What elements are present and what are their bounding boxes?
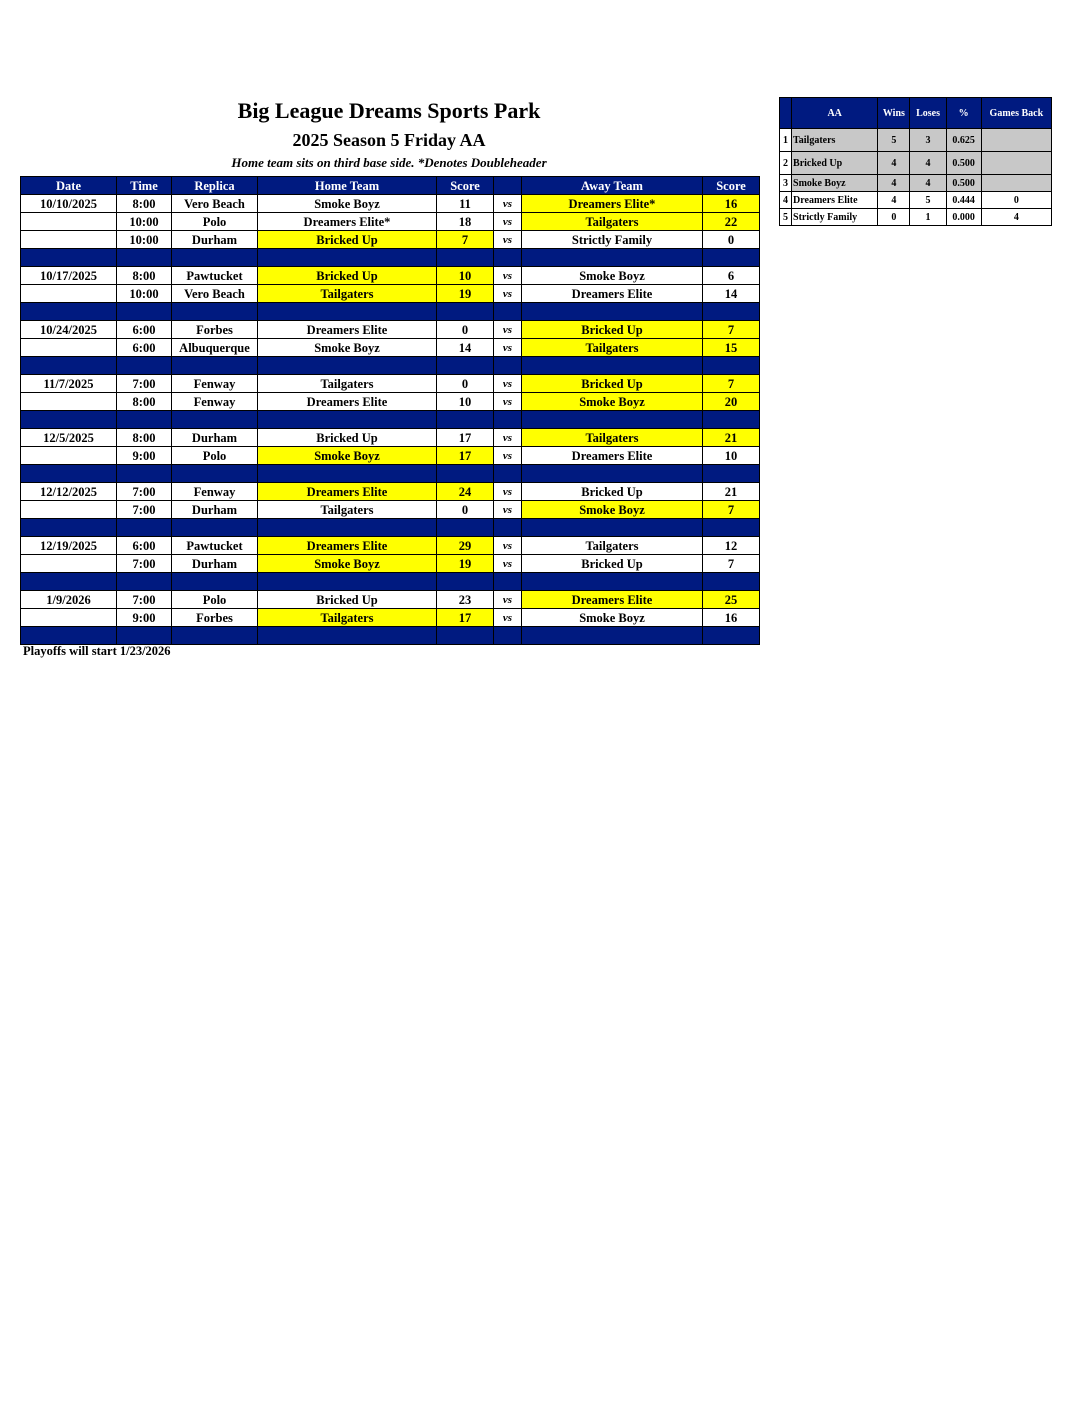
vs-label: vs	[494, 555, 522, 573]
separator-cell	[494, 249, 522, 267]
separator-cell	[494, 627, 522, 645]
separator-cell	[437, 357, 494, 375]
standings-games-back: 4	[981, 209, 1051, 226]
home-team: Smoke Boyz	[258, 555, 437, 573]
game-row	[21, 555, 760, 573]
away-team: Tailgaters	[522, 213, 703, 231]
separator-cell	[494, 357, 522, 375]
page-subtitle: 2025 Season 5 Friday AA	[292, 130, 486, 150]
game-row	[21, 393, 760, 411]
standings-col-rank	[780, 98, 792, 129]
game-date: 10/10/2025	[21, 195, 117, 213]
away-team: Smoke Boyz	[522, 393, 703, 411]
separator-cell	[117, 465, 172, 483]
separator-cell	[21, 303, 117, 321]
home-team: Dreamers Elite	[258, 321, 437, 339]
away-score: 25	[703, 591, 760, 609]
game-time: 8:00	[117, 267, 172, 285]
away-team: Dreamers Elite	[522, 591, 703, 609]
vs-label: vs	[494, 483, 522, 501]
away-score: 7	[703, 375, 760, 393]
home-team: Bricked Up	[258, 429, 437, 447]
standings-wins: 4	[878, 175, 910, 192]
game-time: 8:00	[117, 429, 172, 447]
week-separator-row	[21, 303, 760, 321]
home-score: 18	[437, 213, 494, 231]
home-team: Dreamers Elite	[258, 537, 437, 555]
game-replica: Durham	[172, 501, 258, 519]
game-replica: Vero Beach	[172, 285, 258, 303]
home-team: Tailgaters	[258, 285, 437, 303]
separator-cell	[703, 357, 760, 375]
separator-cell	[258, 519, 437, 537]
vs-label: vs	[494, 375, 522, 393]
away-team: Bricked Up	[522, 375, 703, 393]
standings-table	[779, 97, 1052, 226]
standings-col-games-back: Games Back	[981, 98, 1051, 129]
standings-header-row	[780, 98, 1052, 129]
game-time: 7:00	[117, 375, 172, 393]
game-replica: Pawtucket	[172, 267, 258, 285]
away-score: 21	[703, 483, 760, 501]
game-time: 7:00	[117, 483, 172, 501]
home-score: 17	[437, 429, 494, 447]
standings-row	[780, 152, 1052, 175]
footer-note: Playoffs will start 1/23/2026	[23, 644, 171, 658]
home-score: 0	[437, 501, 494, 519]
game-date	[21, 447, 117, 465]
standings-row	[780, 192, 1052, 209]
game-row	[21, 537, 760, 555]
separator-cell	[117, 627, 172, 645]
col-away-team: Away Team	[522, 177, 703, 195]
separator-cell	[522, 249, 703, 267]
home-score: 10	[437, 393, 494, 411]
away-score: 0	[703, 231, 760, 249]
standings-team: Tailgaters	[792, 129, 878, 152]
col-replica: Replica	[172, 177, 258, 195]
separator-cell	[703, 249, 760, 267]
game-row	[21, 501, 760, 519]
separator-cell	[172, 303, 258, 321]
standings-team: Smoke Boyz	[792, 175, 878, 192]
separator-cell	[522, 465, 703, 483]
away-score: 15	[703, 339, 760, 357]
game-row	[21, 213, 760, 231]
separator-cell	[703, 465, 760, 483]
away-score: 16	[703, 195, 760, 213]
col-time: Time	[117, 177, 172, 195]
separator-cell	[117, 573, 172, 591]
home-score: 14	[437, 339, 494, 357]
home-score: 29	[437, 537, 494, 555]
separator-cell	[437, 465, 494, 483]
away-score: 10	[703, 447, 760, 465]
home-score: 0	[437, 375, 494, 393]
game-date	[21, 339, 117, 357]
away-score: 7	[703, 321, 760, 339]
away-team: Smoke Boyz	[522, 501, 703, 519]
away-score: 14	[703, 285, 760, 303]
game-replica: Fenway	[172, 393, 258, 411]
vs-label: vs	[494, 537, 522, 555]
game-date: 1/9/2026	[21, 591, 117, 609]
separator-cell	[258, 411, 437, 429]
standings-loses: 3	[910, 129, 946, 152]
away-score: 16	[703, 609, 760, 627]
game-time: 9:00	[117, 609, 172, 627]
game-date	[21, 213, 117, 231]
standings-wins: 5	[878, 129, 910, 152]
separator-cell	[21, 519, 117, 537]
vs-label: vs	[494, 195, 522, 213]
separator-cell	[437, 519, 494, 537]
separator-cell	[437, 303, 494, 321]
away-team: Bricked Up	[522, 321, 703, 339]
home-team: Bricked Up	[258, 591, 437, 609]
game-time: 7:00	[117, 501, 172, 519]
game-row	[21, 429, 760, 447]
vs-label: vs	[494, 267, 522, 285]
game-time: 10:00	[117, 213, 172, 231]
game-row	[21, 483, 760, 501]
game-time: 9:00	[117, 447, 172, 465]
away-score: 22	[703, 213, 760, 231]
game-date: 12/5/2025	[21, 429, 117, 447]
home-team: Dreamers Elite*	[258, 213, 437, 231]
away-team: Tailgaters	[522, 339, 703, 357]
game-time: 7:00	[117, 591, 172, 609]
game-row	[21, 267, 760, 285]
away-team: Smoke Boyz	[522, 609, 703, 627]
standings-games-back	[981, 129, 1051, 152]
separator-cell	[258, 573, 437, 591]
separator-cell	[172, 573, 258, 591]
standings-rank: 5	[780, 209, 792, 226]
standings-rank: 4	[780, 192, 792, 209]
schedule-table	[20, 176, 760, 645]
away-score: 21	[703, 429, 760, 447]
home-score: 7	[437, 231, 494, 249]
home-team: Tailgaters	[258, 609, 437, 627]
game-row	[21, 339, 760, 357]
game-replica: Polo	[172, 447, 258, 465]
away-team: Tailgaters	[522, 429, 703, 447]
separator-cell	[117, 303, 172, 321]
separator-cell	[494, 303, 522, 321]
week-separator-row	[21, 249, 760, 267]
game-time: 6:00	[117, 537, 172, 555]
vs-label: vs	[494, 321, 522, 339]
separator-cell	[703, 627, 760, 645]
page-title: Big League Dreams Sports Park	[237, 98, 541, 123]
separator-cell	[522, 627, 703, 645]
standings-pct: 0.625	[946, 129, 981, 152]
game-time: 10:00	[117, 231, 172, 249]
separator-cell	[172, 411, 258, 429]
home-team: Bricked Up	[258, 231, 437, 249]
game-time: 6:00	[117, 339, 172, 357]
standings-col-division: AA	[792, 98, 878, 129]
game-date: 12/19/2025	[21, 537, 117, 555]
home-score: 17	[437, 447, 494, 465]
home-team: Bricked Up	[258, 267, 437, 285]
game-date	[21, 609, 117, 627]
standings-wins: 4	[878, 192, 910, 209]
standings-games-back: 0	[981, 192, 1051, 209]
game-date	[21, 231, 117, 249]
vs-label: vs	[494, 591, 522, 609]
week-separator-row	[21, 465, 760, 483]
home-team: Tailgaters	[258, 375, 437, 393]
game-row	[21, 321, 760, 339]
game-replica: Fenway	[172, 375, 258, 393]
standings-rank: 3	[780, 175, 792, 192]
col-vs	[494, 177, 522, 195]
home-score: 17	[437, 609, 494, 627]
standings-team: Dreamers Elite	[792, 192, 878, 209]
game-replica: Durham	[172, 555, 258, 573]
week-separator-row	[21, 519, 760, 537]
week-separator-row	[21, 357, 760, 375]
separator-cell	[172, 357, 258, 375]
week-separator-row	[21, 627, 760, 645]
separator-cell	[21, 627, 117, 645]
separator-cell	[703, 411, 760, 429]
vs-label: vs	[494, 501, 522, 519]
separator-cell	[437, 249, 494, 267]
separator-cell	[258, 465, 437, 483]
home-score: 0	[437, 321, 494, 339]
game-date: 12/12/2025	[21, 483, 117, 501]
away-team: Bricked Up	[522, 483, 703, 501]
standings-col-wins: Wins	[878, 98, 910, 129]
separator-cell	[522, 357, 703, 375]
standings-wins: 0	[878, 209, 910, 226]
week-separator-row	[21, 411, 760, 429]
home-team: Smoke Boyz	[258, 195, 437, 213]
standings-loses: 4	[910, 175, 946, 192]
standings-loses: 5	[910, 192, 946, 209]
away-score: 7	[703, 555, 760, 573]
separator-cell	[117, 519, 172, 537]
game-date	[21, 501, 117, 519]
standings-loses: 4	[910, 152, 946, 175]
away-score: 6	[703, 267, 760, 285]
standings-col-loses: Loses	[910, 98, 946, 129]
game-time: 8:00	[117, 195, 172, 213]
separator-cell	[21, 573, 117, 591]
home-score: 24	[437, 483, 494, 501]
home-score: 19	[437, 285, 494, 303]
vs-label: vs	[494, 609, 522, 627]
standings-games-back	[981, 175, 1051, 192]
page-note: Home team sits on third base side. *Denotes Doubleheader	[231, 155, 547, 170]
vs-label: vs	[494, 429, 522, 447]
game-replica: Forbes	[172, 321, 258, 339]
separator-cell	[172, 465, 258, 483]
separator-cell	[258, 357, 437, 375]
col-away-score: Score	[703, 177, 760, 195]
game-time: 10:00	[117, 285, 172, 303]
game-row	[21, 231, 760, 249]
separator-cell	[258, 249, 437, 267]
separator-cell	[21, 411, 117, 429]
standings-team: Bricked Up	[792, 152, 878, 175]
game-replica: Albuquerque	[172, 339, 258, 357]
standings-loses: 1	[910, 209, 946, 226]
separator-cell	[494, 411, 522, 429]
home-score: 19	[437, 555, 494, 573]
home-team: Tailgaters	[258, 501, 437, 519]
separator-cell	[437, 411, 494, 429]
game-date	[21, 555, 117, 573]
vs-label: vs	[494, 447, 522, 465]
col-home-score: Score	[437, 177, 494, 195]
game-row	[21, 447, 760, 465]
col-home-team: Home Team	[258, 177, 437, 195]
standings-rank: 2	[780, 152, 792, 175]
vs-label: vs	[494, 339, 522, 357]
vs-label: vs	[494, 213, 522, 231]
standings-wins: 4	[878, 152, 910, 175]
home-team: Dreamers Elite	[258, 393, 437, 411]
home-score: 23	[437, 591, 494, 609]
game-replica: Polo	[172, 213, 258, 231]
game-replica: Fenway	[172, 483, 258, 501]
separator-cell	[258, 627, 437, 645]
standings-row	[780, 129, 1052, 152]
home-team: Dreamers Elite	[258, 483, 437, 501]
game-date	[21, 285, 117, 303]
vs-label: vs	[494, 393, 522, 411]
home-team: Smoke Boyz	[258, 339, 437, 357]
game-replica: Pawtucket	[172, 537, 258, 555]
standings-pct: 0.500	[946, 152, 981, 175]
separator-cell	[522, 573, 703, 591]
home-score: 10	[437, 267, 494, 285]
separator-cell	[258, 303, 437, 321]
separator-cell	[494, 519, 522, 537]
away-team: Smoke Boyz	[522, 267, 703, 285]
away-team: Dreamers Elite*	[522, 195, 703, 213]
separator-cell	[21, 357, 117, 375]
game-date: 11/7/2025	[21, 375, 117, 393]
separator-cell	[522, 519, 703, 537]
standings-row	[780, 209, 1052, 226]
away-score: 7	[703, 501, 760, 519]
separator-cell	[117, 357, 172, 375]
separator-cell	[437, 627, 494, 645]
away-score: 20	[703, 393, 760, 411]
home-score: 11	[437, 195, 494, 213]
separator-cell	[522, 303, 703, 321]
separator-cell	[437, 573, 494, 591]
game-row	[21, 195, 760, 213]
game-row	[21, 591, 760, 609]
game-row	[21, 285, 760, 303]
game-replica: Durham	[172, 429, 258, 447]
game-date: 10/24/2025	[21, 321, 117, 339]
game-time: 8:00	[117, 393, 172, 411]
separator-cell	[117, 411, 172, 429]
game-date	[21, 393, 117, 411]
away-team: Dreamers Elite	[522, 285, 703, 303]
game-replica: Polo	[172, 591, 258, 609]
game-row	[21, 609, 760, 627]
game-replica: Durham	[172, 231, 258, 249]
game-date: 10/17/2025	[21, 267, 117, 285]
vs-label: vs	[494, 285, 522, 303]
away-team: Bricked Up	[522, 555, 703, 573]
separator-cell	[21, 465, 117, 483]
standings-pct: 0.444	[946, 192, 981, 209]
standings-team: Strictly Family	[792, 209, 878, 226]
standings-col-pct: %	[946, 98, 981, 129]
standings-rank: 1	[780, 129, 792, 152]
separator-cell	[703, 519, 760, 537]
separator-cell	[494, 465, 522, 483]
away-team: Tailgaters	[522, 537, 703, 555]
standings-pct: 0.500	[946, 175, 981, 192]
separator-cell	[172, 249, 258, 267]
standings-row	[780, 175, 1052, 192]
game-time: 6:00	[117, 321, 172, 339]
separator-cell	[522, 411, 703, 429]
game-time: 7:00	[117, 555, 172, 573]
game-row	[21, 375, 760, 393]
separator-cell	[703, 573, 760, 591]
vs-label: vs	[494, 231, 522, 249]
game-replica: Vero Beach	[172, 195, 258, 213]
away-score: 12	[703, 537, 760, 555]
separator-cell	[172, 519, 258, 537]
separator-cell	[703, 303, 760, 321]
away-team: Strictly Family	[522, 231, 703, 249]
separator-cell	[494, 573, 522, 591]
separator-cell	[117, 249, 172, 267]
away-team: Dreamers Elite	[522, 447, 703, 465]
standings-pct: 0.000	[946, 209, 981, 226]
game-replica: Forbes	[172, 609, 258, 627]
home-team: Smoke Boyz	[258, 447, 437, 465]
schedule-header-row	[21, 177, 760, 195]
separator-cell	[21, 249, 117, 267]
week-separator-row	[21, 573, 760, 591]
separator-cell	[172, 627, 258, 645]
standings-games-back	[981, 152, 1051, 175]
col-date: Date	[21, 177, 117, 195]
